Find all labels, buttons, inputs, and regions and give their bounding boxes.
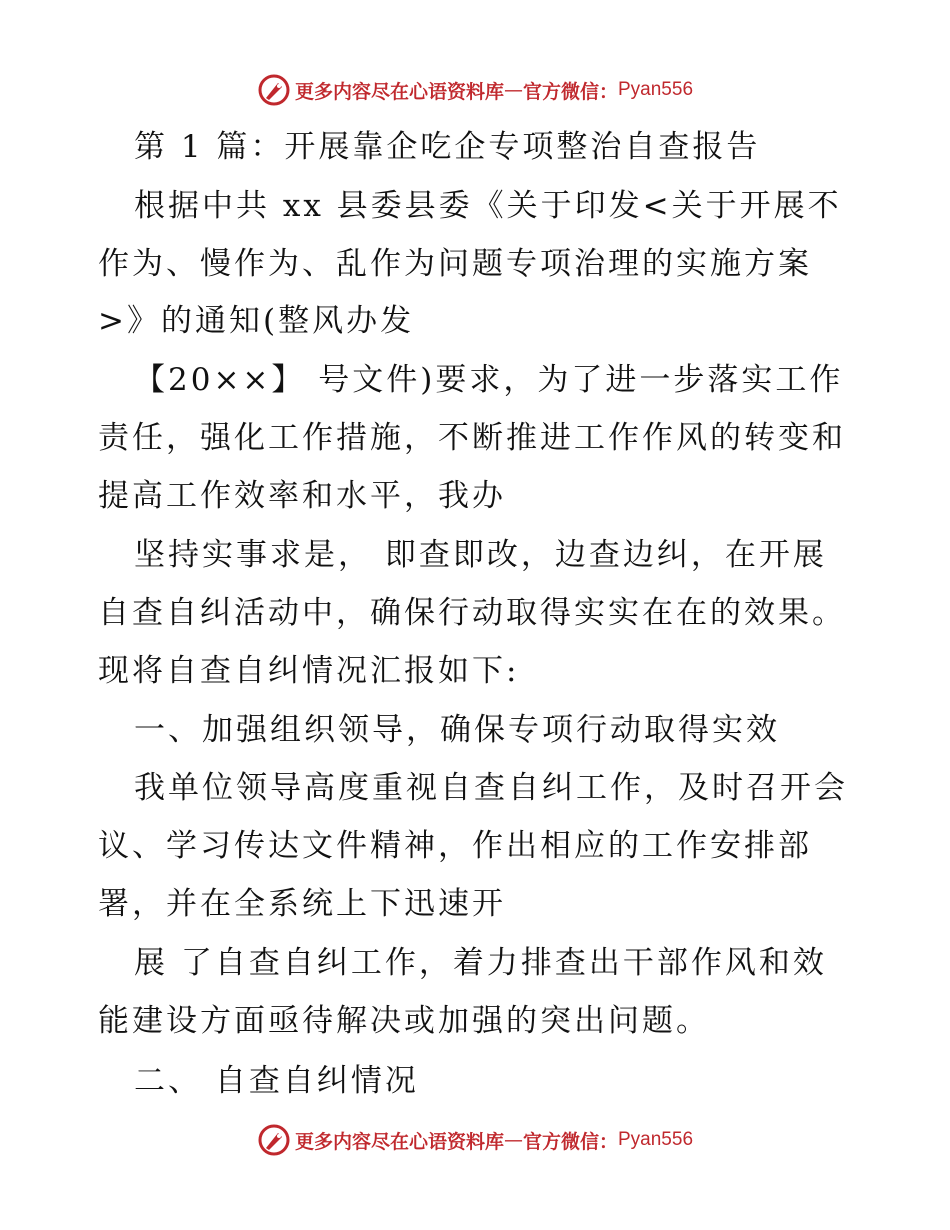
paragraph-line: 能建设方面亟待解决或加强的突出问题。	[98, 1003, 710, 1039]
watermark-wechat-id: Pyan556	[618, 1129, 694, 1150]
watermark-separator: —	[503, 1129, 523, 1151]
paragraph-line: 议、学习传达文件精神，作出相应的工作安排部	[98, 828, 812, 864]
pen-nib-logo-icon	[257, 1123, 291, 1157]
paragraph-line: 作为、慢作为、乱作为问题专项治理的实施方案	[98, 246, 812, 282]
paragraph-line: 展 了自查自纠工作，着力排查出干部作风和效	[134, 945, 827, 981]
paragraph-line: 署，并在全系统上下迅速开	[98, 886, 506, 922]
paragraph-line: 现将自查自纠情况汇报如下:	[98, 653, 520, 689]
paragraph-line: 根据中共 xx 县委县委《关于印发<关于开展不	[134, 188, 842, 224]
watermark-text: 更多内容尽在心语资料库	[294, 1130, 504, 1153]
section-heading: 一、加强组织领导，确保专项行动取得实效	[134, 712, 780, 748]
watermark-text: 更多内容尽在心语资料库	[294, 80, 504, 103]
watermark-wechat-id: Pyan556	[618, 79, 694, 100]
paragraph-line: 自查自纠活动中，确保行动取得实实在在的效果。	[98, 595, 846, 631]
watermark-official-label: 官方微信：	[522, 1130, 618, 1153]
paragraph-line: >》的通知(整风办发	[98, 303, 415, 339]
paragraph-line: 责任，强化工作措施，不断推进工作作风的转变和	[98, 420, 846, 456]
watermark-banner-bottom	[0, 1120, 950, 1160]
paragraph-line: 坚持实事求是， 即查即改，边查边纠，在开展	[134, 537, 827, 573]
watermark-banner-top	[0, 70, 950, 110]
pen-nib-logo-icon	[257, 73, 291, 107]
paragraph-line: 提高工作效率和水平，我办	[98, 478, 506, 514]
paragraph-line: 【20××】 号文件)要求，为了进一步落实工作	[134, 362, 844, 398]
paragraph-line: 我单位领导高度重视自查自纠工作，及时召开会	[134, 770, 848, 806]
section-heading: 二、 自查自纠情况	[134, 1063, 419, 1099]
document-title: 第 1 篇：开展靠企吃企专项整治自查报告	[134, 129, 761, 165]
watermark-official-label: 官方微信：	[522, 80, 618, 103]
watermark-separator: —	[503, 79, 523, 101]
